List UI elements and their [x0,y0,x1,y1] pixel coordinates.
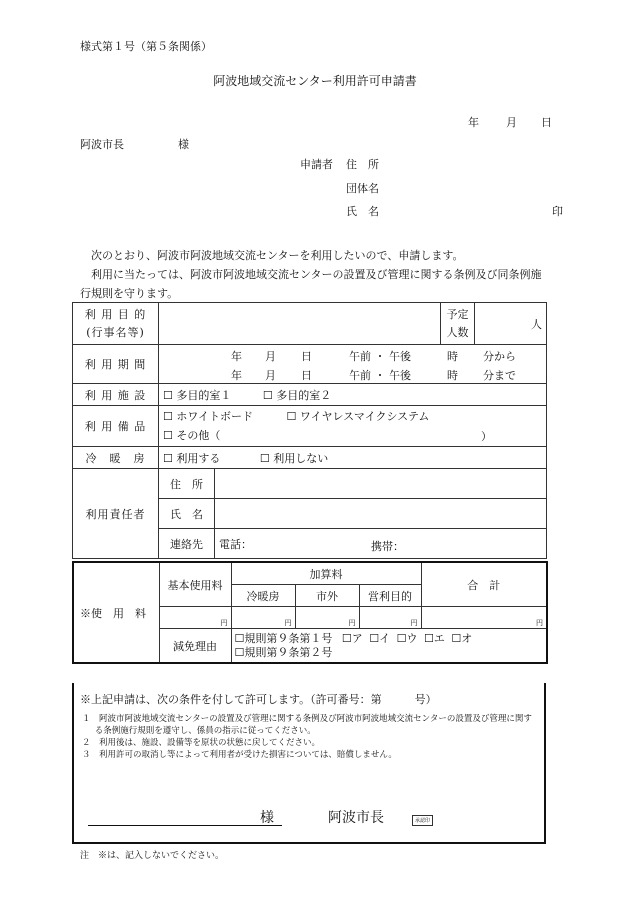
manager-label: 利用責任者 [73,469,159,559]
reduction-options [231,629,547,664]
hvac-label: 冷 暖 房 [73,447,159,469]
facility-options [159,384,547,406]
surcharge-header: 加算料 [231,562,421,585]
surcharge-commercial-header: 営利目的 [359,585,421,607]
equipment-checkbox-whiteboard[interactable]: ☐ ホワイトボード [163,410,254,423]
manager-name-label: 氏 名 [159,499,215,529]
permit-condition-3: ３ 利用許可の取消し等によって利用者が受けた損害については、賠償しません。 [82,750,397,760]
footnote: 注 ※は、記入しないでください。 [80,851,225,861]
body-text [80,246,550,303]
addressee: 阿波市長 [80,138,124,151]
hvac-checkbox-no-use[interactable]: ☐ 利用しない [259,451,329,465]
seal-label: 印 [552,205,563,218]
reduction-item-i[interactable]: ☐イ [369,631,391,645]
surcharge-hvac-header: 冷暖房 [231,585,295,607]
form-number: 様式第１号（第５条関係） [80,40,212,53]
permit-condition-1: １ 阿波市阿波地域交流センターの設置及び管理に関する条例及び阿波市阿波地域交流センターの設置及び管理に関する条例施行規則を遵守し、係員の指示に従ってください。 [82,714,532,736]
applicant-address-label: 住 所 [346,158,379,171]
surcharge-outside-city-header: 市外 [295,585,359,607]
purpose-label: 利 用 目 的 (行事名等) [73,303,159,345]
date-year-label: 年 [468,116,479,129]
commercial-amount: 円 [359,607,421,629]
date-month-label: 月 [506,116,517,129]
addressee-honorific: 様 [178,138,189,151]
body-paragraph-2: 利用に当たっては、阿波市阿波地域交流センターの設置及び管理に関する条例及び同条例施行規則を守ります。 [80,268,542,300]
period-start-row[interactable]: 年 月 日 午前 ・ 午後 時 分から [159,345,547,365]
permit-condition-2: ２ 利用後は、施設、設備等を原状の状態に戻してください。 [82,738,321,748]
base-fee-header: 基本使用料 [159,562,231,607]
phone-label: 電話： [219,537,252,551]
facility-checkbox-1[interactable]: ☐ 多目的室１ [163,388,232,402]
equipment-label: 利 用 備 品 [73,406,159,447]
fee-section-label: ※使 用 料 [73,562,159,663]
date-day-label: 日 [541,116,552,129]
hvac-checkbox-use[interactable]: ☐ 利用する [163,451,221,465]
permit-heading: ※上記申請は、次の条件を付して許可します。（許可番号：第 号） [80,693,437,706]
manager-address-field[interactable] [215,469,547,499]
equipment-checkbox-other[interactable]: ☐ その他（ ） [163,429,492,443]
total-amount: 円 [421,607,547,629]
attendees-unit: 人 [531,317,542,331]
mobile-label: 携帯： [371,540,404,553]
application-table [72,302,547,559]
manager-name-field[interactable] [215,499,547,529]
attendees-label: 予定 人数 [441,303,475,345]
body-paragraph-1: 次のとおり、阿波市阿波地域交流センターを利用したいので、申請します。 [91,249,464,262]
manager-contact-field[interactable] [215,529,547,559]
approval-stamp-box: 承認印 [408,813,433,826]
form-title: 阿波地域交流センター利用許可申請書 [213,74,417,88]
manager-address-label: 住 所 [159,469,215,499]
purpose-field[interactable] [159,303,441,345]
applicant-signature-line [88,825,282,826]
period-end-row[interactable]: 年 月 日 午前 ・ 午後 時 分まで [159,364,547,384]
permit-honorific: 様 [260,810,274,826]
facility-label: 利 用 施 設 [73,384,159,406]
reduction-item-a[interactable]: ☐ア [341,631,363,645]
applicant-heading: 申請者 [300,158,333,171]
permit-issuer: 阿波市長 [328,810,384,826]
base-fee-amount: 円 [159,607,231,629]
permit-box [72,683,546,844]
reduction-checkbox-1[interactable]: ☐規則第９条第１号 [234,631,333,645]
outside-city-amount: 円 [295,607,359,629]
equipment-options [159,406,547,447]
manager-contact-label: 連絡先 [159,529,215,559]
equipment-checkbox-wireless-mic[interactable]: ☐ ワイヤレスマイクシステム [286,410,430,423]
period-label: 利 用 期 間 [73,345,159,384]
reduction-label: 減免理由 [159,629,231,664]
applicant-group-label: 団体名 [346,182,379,195]
fee-table [72,561,548,664]
attendees-field[interactable] [475,303,547,345]
total-header: 合 計 [421,562,547,607]
hvac-options [159,447,547,469]
permit-conditions [82,713,536,761]
reduction-item-o[interactable]: ☐オ [451,631,473,645]
hvac-amount: 円 [231,607,295,629]
reduction-item-e[interactable]: ☐エ [424,631,445,645]
reduction-checkbox-2[interactable]: ☐規則第９条第２号 [234,645,333,659]
facility-checkbox-2[interactable]: ☐ 多目的室２ [262,388,332,402]
reduction-item-u[interactable]: ☐ウ [396,631,418,645]
applicant-name-label: 氏 名 [346,205,379,218]
